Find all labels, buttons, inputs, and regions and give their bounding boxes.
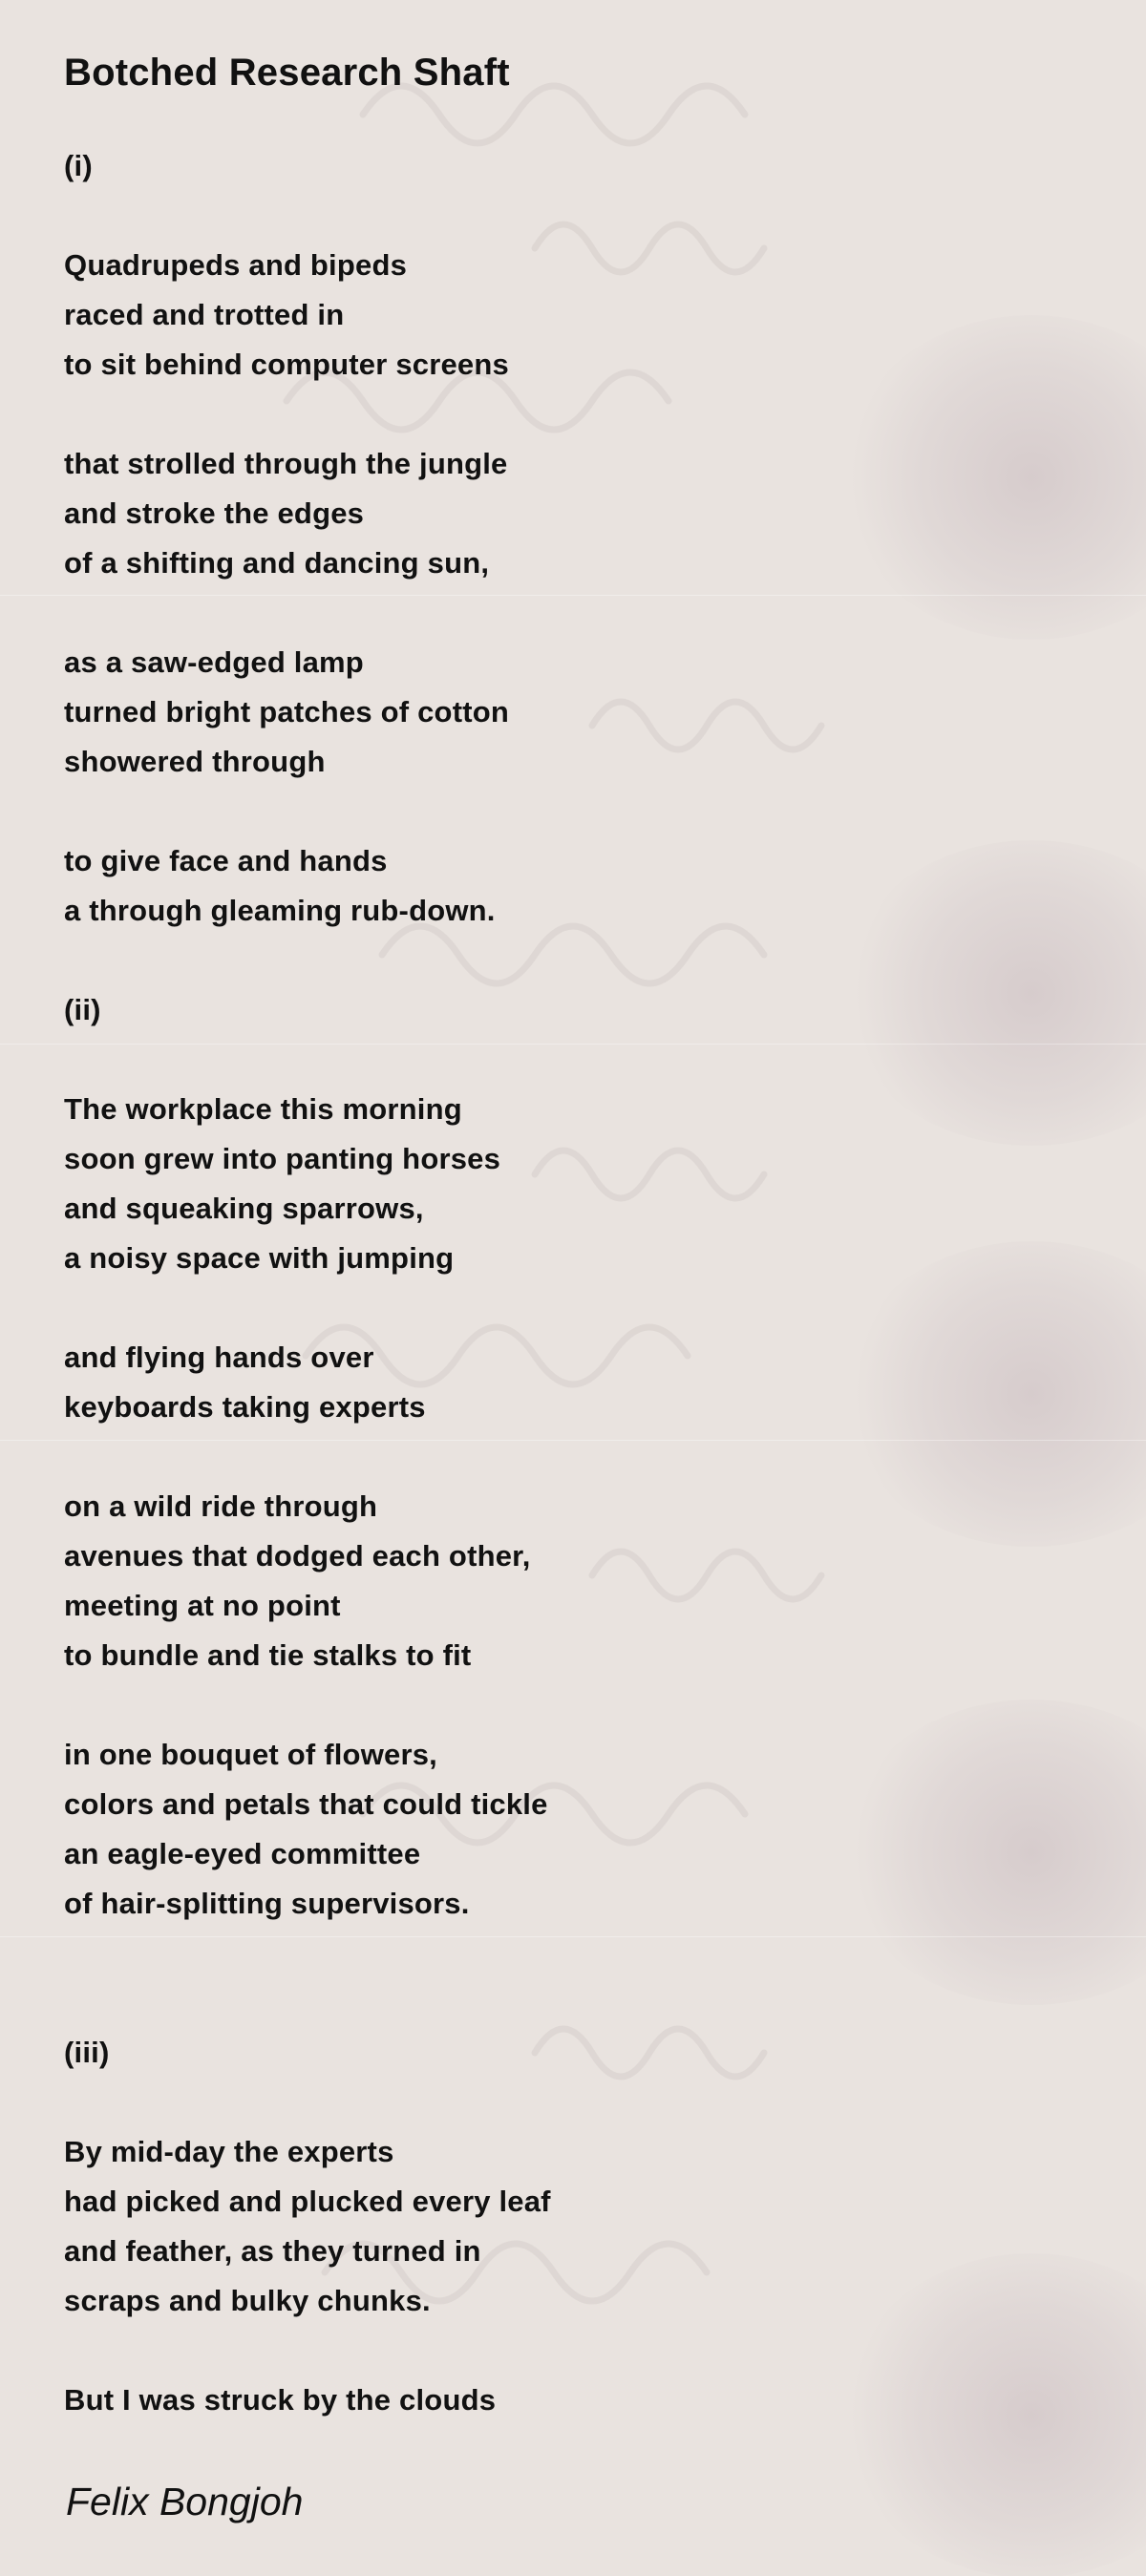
- poem-line: to bundle and tie stalks to fit: [64, 1638, 472, 1672]
- poem-line: as a saw-edged lamp: [64, 645, 364, 679]
- poem-line: an eagle-eyed committee: [64, 1837, 421, 1870]
- poem-line: to give face and hands: [64, 844, 388, 877]
- poem-line: soon grew into panting horses: [64, 1142, 501, 1175]
- poem-line: had picked and plucked every leaf: [64, 2185, 551, 2218]
- poem-line: and stroke the edges: [64, 496, 365, 530]
- poem-stanza: [64, 141, 1146, 191]
- poem-stanza: [64, 241, 1146, 390]
- poem-line: a noisy space with jumping: [64, 1241, 455, 1275]
- poem-line: on a wild ride through: [64, 1489, 378, 1523]
- poem-line: (ii): [64, 993, 101, 1026]
- poem-stanza: [64, 2028, 1146, 2078]
- poem-line: Quadrupeds and bipeds: [64, 248, 408, 282]
- poem-line: turned bright patches of cotton: [64, 695, 510, 728]
- poem-stanza: [64, 2127, 1146, 2326]
- poem-line: colors and petals that could tickle: [64, 1787, 548, 1821]
- poem-line: and squeaking sparrows,: [64, 1192, 424, 1225]
- poem-author: Felix Bongjoh: [66, 2480, 304, 2523]
- poem-line: and feather, as they turned in: [64, 2234, 481, 2268]
- poem-line: of a shifting and dancing sun,: [64, 546, 490, 580]
- poem-line: But I was struck by the clouds: [64, 2383, 497, 2417]
- poem-line: to sit behind computer screens: [64, 348, 509, 381]
- poem-stanza: [64, 1333, 1146, 1432]
- poem-line: showered through: [64, 745, 326, 778]
- poem-line: in one bouquet of flowers,: [64, 1738, 437, 1771]
- poem-stanza: [64, 439, 1146, 588]
- poem-title: Botched Research Shaft: [64, 52, 510, 94]
- poem-stanza: [64, 1085, 1146, 1283]
- poem-line: a through gleaming rub-down.: [64, 894, 496, 927]
- poem-line: The workplace this morning: [64, 1092, 462, 1126]
- poem-line: raced and trotted in: [64, 298, 345, 331]
- poem-stanza: [64, 638, 1146, 787]
- poem-body: [64, 141, 1146, 2425]
- poem-line: that strolled through the jungle: [64, 447, 508, 480]
- poem-line: avenues that dodged each other,: [64, 1539, 531, 1573]
- poem-line: (iii): [64, 2036, 110, 2069]
- poem-stanza: [64, 2375, 1146, 2425]
- poem-line: keyboards taking experts: [64, 1390, 426, 1424]
- poem-stanza: [64, 836, 1146, 936]
- poem-line: meeting at no point: [64, 1589, 341, 1622]
- poem-line: and flying hands over: [64, 1341, 374, 1374]
- poem-line: (i): [64, 149, 93, 182]
- poem-stanza: [64, 985, 1146, 1035]
- poem-line: By mid-day the experts: [64, 2135, 394, 2168]
- poem-line: of hair-splitting supervisors.: [64, 1887, 470, 1920]
- poem-line: scraps and bulky chunks.: [64, 2284, 431, 2317]
- poem-stanza: [64, 1482, 1146, 1680]
- poem-stanza: [64, 1730, 1146, 1929]
